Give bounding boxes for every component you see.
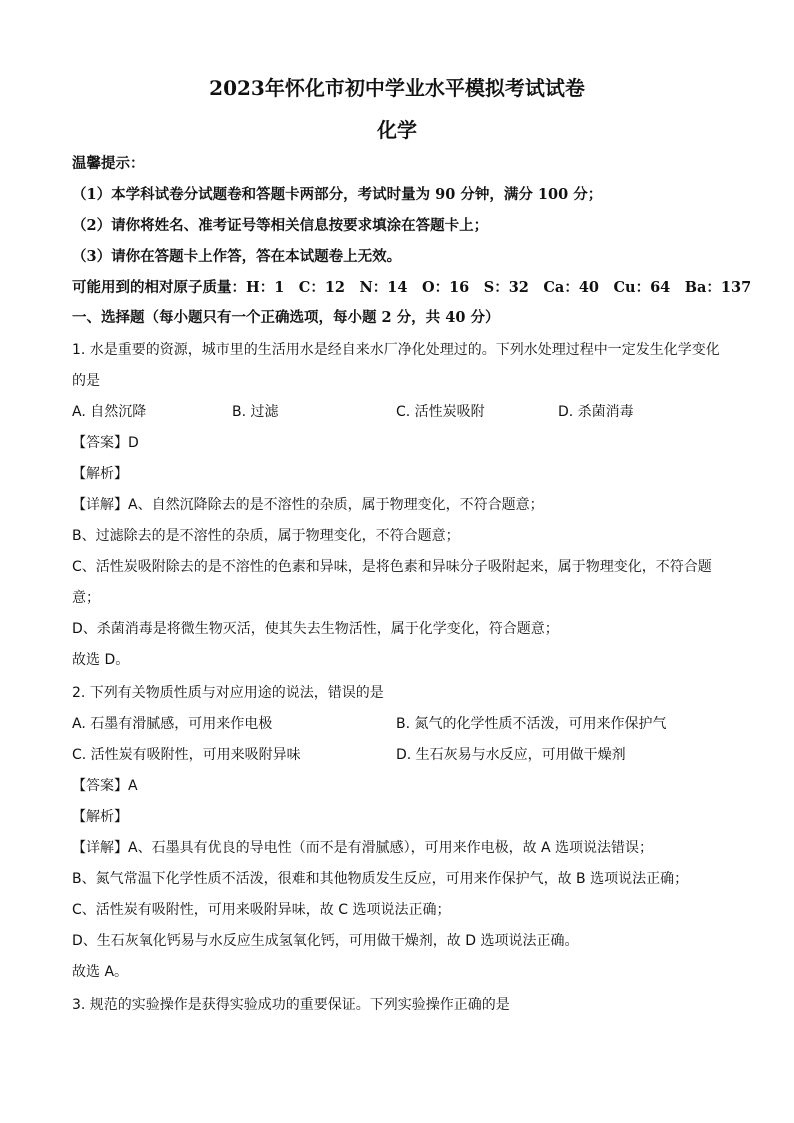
q1-detail-line: B、过滤除去的是不溶性的杂质，属于物理变化，不符合题意； <box>72 528 460 544</box>
q1-detail-line: D、杀菌消毒是将微生物灭活，使其失去生物活性，属于化学变化，符合题意； <box>72 621 559 637</box>
q1-option-d: D. 杀菌消毒 <box>558 404 634 420</box>
subject-title: 化学 <box>377 118 417 142</box>
q2-option-a: A. 石墨有滑腻感，可用来作电极 <box>72 716 273 732</box>
tips-heading: 温馨提示： <box>72 155 145 172</box>
q1-option-b: B. 过滤 <box>232 404 279 420</box>
tip-item: （2）请你将姓名、准考证号等相关信息按要求填涂在答题卡上； <box>72 217 489 234</box>
atomic-masses: 可能用到的相对原子质量：H：1 C：12 N：14 O：16 S：32 Ca：40 Cu：64 Ba：137 <box>72 279 752 296</box>
question-3-stem: 3. 规范的实验操作是获得实验成功的重要保证。下列实验操作正确的是 <box>72 997 510 1013</box>
q2-option-b: B. 氮气的化学性质不活泼，可用来作保护气 <box>396 716 667 732</box>
q1-detail-line: 【详解】A、自然沉降除去的是不溶性的杂质，属于物理变化，不符合题意； <box>72 497 544 513</box>
q2-detail-line: 【详解】A、石墨具有优良的导电性（而不是有滑腻感），可用来作电极，故 A 选项说法错误； <box>72 840 654 856</box>
q1-analysis-label: 【解析】 <box>72 466 128 482</box>
q2-option-c: C. 活性炭有吸附性，可用来吸附异味 <box>72 747 301 763</box>
q1-detail-line: C、活性炭吸附除去的是不溶性的色素和异味，是将色素和异味分子吸附起来，属于物理变化，不符合题 <box>72 559 712 575</box>
question-1-stem: 1. 水是重要的资源，城市里的生活用水是经自来水厂净化处理过的。下列水处理过程中一定发生化学变化 <box>72 342 720 358</box>
q2-detail-line: C、活性炭有吸附性，可用来吸附异味，故 C 选项说法正确； <box>72 902 451 918</box>
q1-conclusion: 故选 D。 <box>72 652 130 668</box>
q2-option-d: D. 生石灰易与水反应，可用做干燥剂 <box>396 747 626 763</box>
q2-detail-line: B、氮气常温下化学性质不活泼，很难和其他物质发生反应，可用来作保护气，故 B 选项说法正确； <box>72 871 689 887</box>
section-heading: 一、选择题（每小题只有一个正确选项，每小题 2 分，共 40 分） <box>72 309 500 326</box>
q2-answer: 【答案】A <box>72 778 138 794</box>
q1-option-c: C. 活性炭吸附 <box>396 404 485 420</box>
question-1-stem-cont: 的是 <box>72 373 100 389</box>
tip-item: （1）本学科试卷分试题卷和答题卡两部分，考试时量为 90 分钟，满分 100 分； <box>72 186 603 203</box>
tip-item: （3）请你在答题卡上作答，答在本试题卷上无效。 <box>72 248 402 265</box>
q1-detail-line: 意； <box>72 590 100 606</box>
q2-analysis-label: 【解析】 <box>72 809 128 825</box>
q2-detail-line: D、生石灰氧化钙易与水反应生成氢氧化钙，可用做干燥剂，故 D 选项说法正确。 <box>72 933 579 949</box>
q1-option-a: A. 自然沉降 <box>72 404 147 420</box>
q2-conclusion: 故选 A。 <box>72 964 129 980</box>
question-2-stem: 2. 下列有关物质性质与对应用途的说法，错误的是 <box>72 685 384 701</box>
q1-answer: 【答案】D <box>72 435 139 451</box>
exam-title: 2023年怀化市初中学业水平模拟考试试卷 <box>209 76 585 100</box>
